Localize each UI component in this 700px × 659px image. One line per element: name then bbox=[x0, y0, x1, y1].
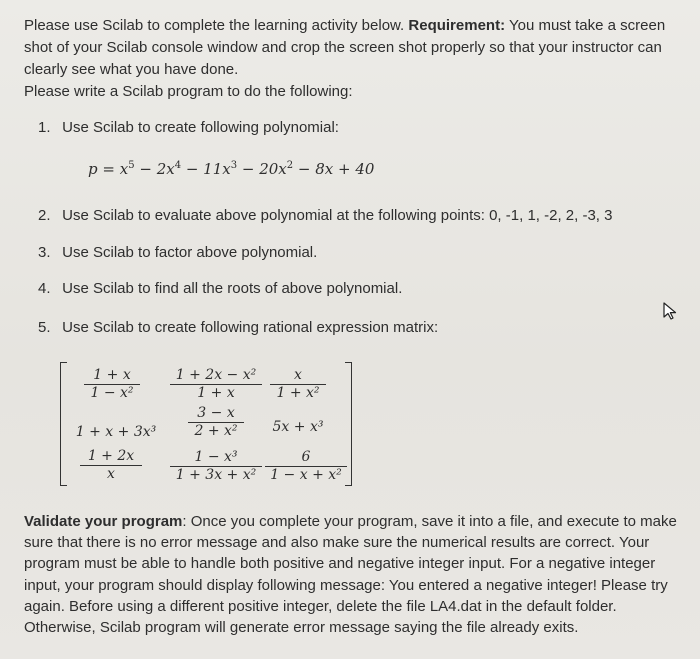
list-item bbox=[38, 279, 402, 299]
item-number: 3. bbox=[38, 244, 51, 261]
requirement-label: Requirement: bbox=[408, 17, 506, 34]
fraction-denominator: 2 + x² bbox=[194, 423, 238, 439]
fraction-denominator: 1 + x bbox=[197, 385, 235, 401]
program-instruction: Please write a Scilab program to do the following: bbox=[24, 83, 353, 100]
matrix-cell-r2c2 bbox=[188, 405, 244, 440]
poly-term1: x bbox=[119, 160, 129, 178]
matrix-left-bracket bbox=[60, 362, 67, 486]
fraction-denominator: 1 + x² bbox=[276, 385, 320, 401]
item-text: Use Scilab to evaluate above polynomial at the following points: 0, -1, 1, -2, 2, -3, 3 bbox=[62, 207, 613, 224]
list-item bbox=[38, 243, 317, 263]
fraction-numerator: 1 + x bbox=[84, 367, 140, 385]
intro-paragraph bbox=[24, 15, 688, 103]
fraction-numerator: x bbox=[270, 367, 326, 385]
matrix-cell-r1c1 bbox=[84, 367, 140, 402]
item-text: Use Scilab to find all the roots of above polynomial. bbox=[62, 280, 403, 297]
poly-term5: − 8x + 40 bbox=[293, 160, 375, 178]
intro-sentence: Please use Scilab to complete the learning activity below. bbox=[24, 17, 405, 34]
matrix-cell-r1c3 bbox=[270, 367, 326, 402]
fraction-denominator: 1 − x² bbox=[90, 385, 134, 401]
poly-eq: = bbox=[102, 160, 115, 178]
mouse-cursor-icon bbox=[660, 300, 682, 322]
matrix-cell-r3c3 bbox=[265, 449, 347, 484]
matrix-cell-r2c1: 1 + x + 3x³ bbox=[75, 424, 157, 440]
poly-term3: − 11x bbox=[181, 160, 231, 178]
item-text: Use Scilab to factor above polynomial. bbox=[62, 244, 318, 261]
fraction-numerator: 1 + 2x − x² bbox=[170, 367, 262, 385]
item-text: Use Scilab to create following polynomial: bbox=[62, 119, 339, 136]
fraction-numerator: 1 − x³ bbox=[170, 449, 262, 467]
polynomial-equation bbox=[88, 160, 374, 178]
matrix-cell-r2c3: 5x + x³ bbox=[272, 419, 324, 435]
fraction-denominator: 1 + 3x + x² bbox=[175, 467, 257, 483]
poly-term2: − 2x bbox=[134, 160, 175, 178]
validate-paragraph bbox=[24, 511, 688, 638]
fraction-numerator: 1 + 2x bbox=[80, 448, 142, 466]
fraction-numerator: 6 bbox=[265, 449, 347, 467]
fraction-denominator: x bbox=[107, 466, 115, 482]
poly-lhs: p bbox=[88, 160, 98, 178]
item-number: 2. bbox=[38, 207, 51, 224]
matrix-cell-r1c2 bbox=[170, 367, 262, 402]
fraction-denominator: 1 − x + x² bbox=[270, 467, 342, 483]
rational-matrix bbox=[60, 362, 352, 488]
requirement-text: You must take a screen shot of your Scilab console window and crop the screen shot properly so that your instructor can clearly see what you have done. bbox=[24, 17, 666, 78]
validate-text: : Once you complete your program, save it into a file, and execute to make sure that there is no error message and also make sure the numerical results are correct. Your program must be able to handle both positive and negative integer input. For a negative integer input, your program should display following message: You entered a negative integer! Please try again. Before using a different positive integer, delete the file LA4.dat in the default folder. Otherwise, Scilab program will generate error message saying the file already exits. bbox=[24, 513, 677, 637]
matrix-cell-r3c1 bbox=[80, 448, 142, 483]
poly-exp3: 3 bbox=[230, 160, 238, 171]
validate-label: Validate your program bbox=[24, 513, 183, 530]
matrix-cell-r3c2 bbox=[170, 449, 262, 484]
item-number: 5. bbox=[38, 319, 51, 336]
poly-exp2: 4 bbox=[174, 160, 182, 171]
poly-term4: − 20x bbox=[237, 160, 287, 178]
list-item bbox=[38, 318, 438, 338]
poly-exp4: 2 bbox=[286, 160, 294, 171]
item-number: 4. bbox=[38, 280, 51, 297]
list-item bbox=[38, 118, 339, 138]
item-number: 1. bbox=[38, 119, 51, 136]
item-text: Use Scilab to create following rational expression matrix: bbox=[62, 319, 439, 336]
fraction-numerator: 3 − x bbox=[188, 405, 244, 423]
list-item bbox=[38, 206, 612, 226]
poly-exp1: 5 bbox=[128, 160, 135, 171]
